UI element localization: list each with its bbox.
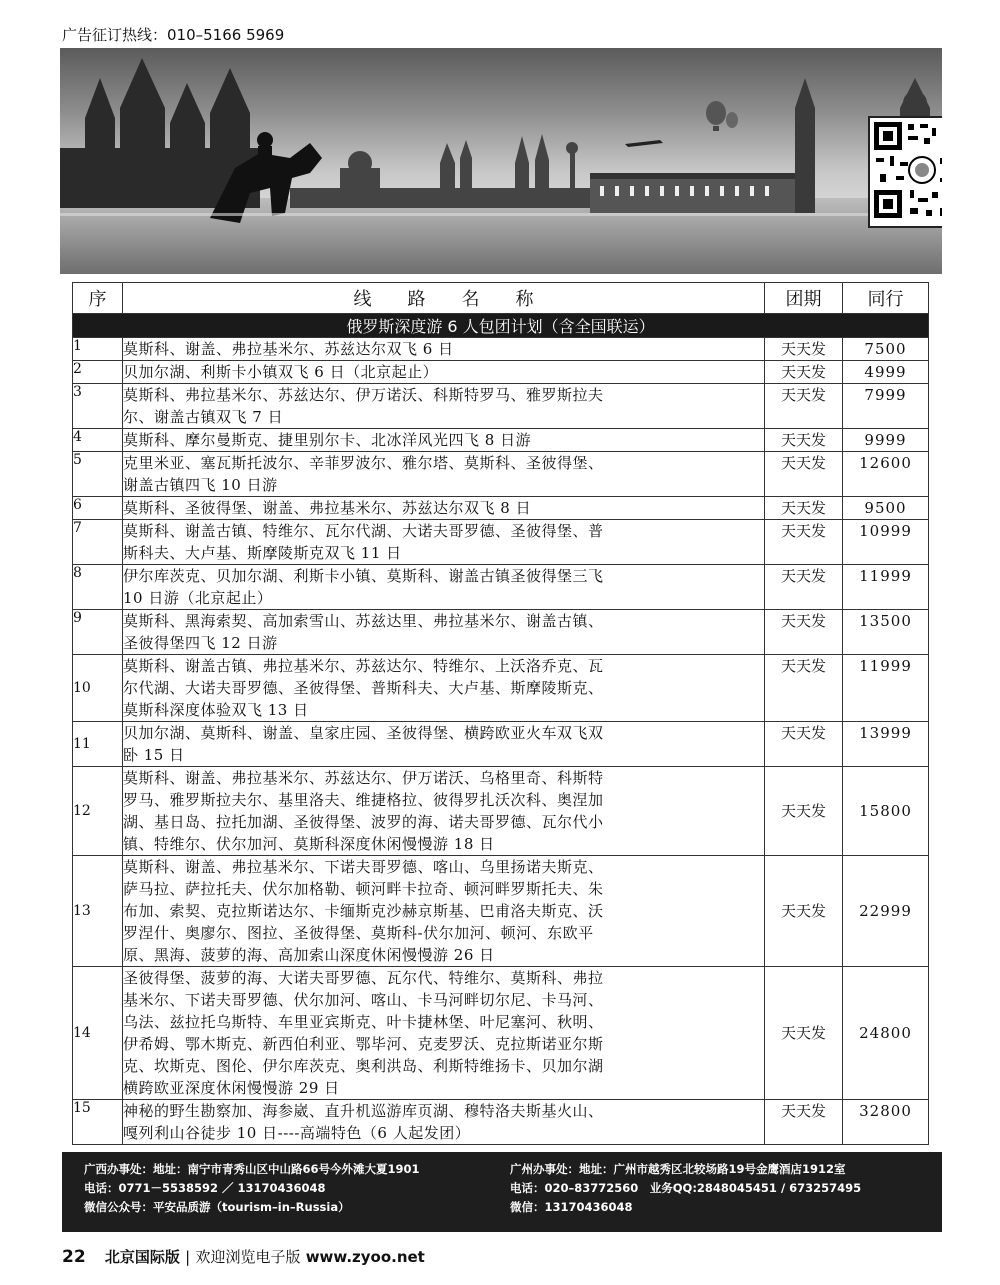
- route-name: [123, 655, 765, 722]
- site-link[interactable]: www.zyoo.net: [305, 1248, 425, 1266]
- route-name: [123, 361, 765, 384]
- row-number: 4: [73, 429, 123, 452]
- page-number: 22: [62, 1247, 86, 1267]
- route-line: 尔、谢盖古镇双飞 7 日: [123, 408, 284, 426]
- route-line: 尔代湖、大诺夫哥罗德、圣彼得堡、普斯科夫、大卢基、斯摩陵斯克、: [123, 679, 604, 697]
- row-number: 5: [73, 452, 123, 497]
- route-name: [123, 429, 765, 452]
- city-skyline-illustration: [60, 48, 942, 274]
- header-group: 团期: [765, 283, 843, 314]
- route-line: 布加、索契、克拉斯诺达尔、卡缅斯克沙赫京斯基、巴甫洛夫斯克、沃: [123, 902, 604, 920]
- section-row: [73, 314, 929, 338]
- trade-price: 7500: [843, 338, 929, 361]
- table-row: [73, 655, 929, 722]
- header-route: 线 路 名 称: [123, 283, 765, 314]
- group-schedule: 天天发: [765, 767, 843, 856]
- header-no: 序: [73, 283, 123, 314]
- group-schedule: 天天发: [765, 520, 843, 565]
- trade-price: 13999: [843, 722, 929, 767]
- route-name: [123, 722, 765, 767]
- route-name: [123, 1100, 765, 1145]
- route-line: 克、坎斯克、图伦、伊尔库茨克、奥利洪岛、利斯特维扬卡、贝加尔湖: [123, 1057, 604, 1075]
- page-footer: [62, 1246, 425, 1267]
- group-schedule: 天天发: [765, 856, 843, 967]
- route-line: 莫斯科、谢盖、弗拉基米尔、苏兹达尔双飞 6 日: [123, 340, 454, 358]
- trade-price: 9500: [843, 497, 929, 520]
- route-line: 圣彼得堡、菠萝的海、大诺夫哥罗德、瓦尔代、特维尔、莫斯科、弗拉: [123, 969, 604, 987]
- banner-image: [60, 48, 942, 274]
- guangxi-office: [84, 1160, 420, 1217]
- trade-price: 24800: [843, 967, 929, 1100]
- table-header-row: [73, 283, 929, 314]
- table-row: [73, 497, 929, 520]
- row-number: 8: [73, 565, 123, 610]
- route-line: 莫斯科、谢盖古镇、弗拉基米尔、苏兹达尔、特维尔、上沃洛乔克、瓦: [123, 657, 604, 675]
- route-line: 谢盖古镇四飞 10 日游: [123, 476, 278, 494]
- route-line: 莫斯科、谢盖、弗拉基米尔、苏兹达尔、伊万诺沃、乌格里奇、科斯特: [123, 769, 604, 787]
- route-line: 罗马、雅罗斯拉夫尔、基里洛夫、维捷格拉、彼得罗扎沃次科、奥涅加: [123, 791, 604, 809]
- table-row: [73, 565, 929, 610]
- route-line: 基米尔、下诺夫哥罗德、伏尔加河、喀山、卡马河畔切尔尼、卡马河、: [123, 991, 604, 1009]
- row-number: 14: [73, 967, 123, 1100]
- trade-price: 11999: [843, 655, 929, 722]
- route-line: 嘎列利山谷徒步 10 日----高端特色（6 人起发团）: [123, 1124, 471, 1142]
- guangzhou-phone: 电话：020–83772560 业务QQ:2848045451 / 673257495: [510, 1181, 862, 1195]
- table-row: [73, 967, 929, 1100]
- route-line: 贝加尔湖、莫斯科、谢盖、皇家庄园、圣彼得堡、横跨欧亚火车双飞双: [123, 724, 604, 742]
- route-name: [123, 338, 765, 361]
- section-title: 俄罗斯深度游 6 人包团计划（含全国联运）: [73, 314, 929, 338]
- row-number: 15: [73, 1100, 123, 1145]
- route-line: 莫斯科深度体验双飞 13 日: [123, 701, 309, 719]
- trade-price: 13500: [843, 610, 929, 655]
- welcome-text: 欢迎浏览电子版: [195, 1248, 301, 1266]
- route-line: 横跨欧亚深度休闲慢慢游 29 日: [123, 1079, 340, 1097]
- row-number: 7: [73, 520, 123, 565]
- route-line: 湖、基日岛、拉托加湖、圣彼得堡、波罗的海、诺夫哥罗德、瓦尔代小: [123, 813, 604, 831]
- trade-price: 7999: [843, 384, 929, 429]
- table-row: [73, 767, 929, 856]
- group-schedule: 天天发: [765, 565, 843, 610]
- route-line: 10 日游（北京起止）: [123, 589, 273, 607]
- guangxi-address: 广西办事处：地址：南宁市青秀山区中山路66号今外滩大夏1901: [84, 1162, 420, 1176]
- guangzhou-address: 广州办事处：地址：广州市越秀区北较场路19号金鹰酒店1912室: [510, 1162, 846, 1176]
- trade-price: 22999: [843, 856, 929, 967]
- row-number: 13: [73, 856, 123, 967]
- group-schedule: 天天发: [765, 384, 843, 429]
- trade-price: 9999: [843, 429, 929, 452]
- trade-price: 11999: [843, 565, 929, 610]
- route-line: 罗涅什、奥廖尔、图拉、圣彼得堡、莫斯科-伏尔加河、顿河、东欧平: [123, 924, 594, 942]
- route-line: 神秘的野生勘察加、海参崴、直升机巡游库页湖、穆特洛夫斯基火山、: [123, 1102, 604, 1120]
- row-number: 1: [73, 338, 123, 361]
- route-line: 卧 15 日: [123, 746, 185, 764]
- trade-price: 12600: [843, 452, 929, 497]
- route-line: 斯科夫、大卢基、斯摩陵斯克双飞 11 日: [123, 544, 402, 562]
- footer-divider: |: [185, 1248, 191, 1266]
- route-name: [123, 520, 765, 565]
- guangzhou-office: [510, 1160, 861, 1217]
- table-row: [73, 520, 929, 565]
- group-schedule: 天天发: [765, 967, 843, 1100]
- route-line: 克里米亚、塞瓦斯托波尔、辛菲罗波尔、雅尔塔、莫斯科、圣彼得堡、: [123, 454, 604, 472]
- route-line: 圣彼得堡四飞 12 日游: [123, 634, 278, 652]
- route-line: 伊希姆、鄂木斯克、新西伯利亚、鄂毕河、克麦罗沃、克拉斯诺亚尔斯: [123, 1035, 604, 1053]
- route-name: [123, 856, 765, 967]
- table-row: [73, 361, 929, 384]
- route-name: [123, 497, 765, 520]
- row-number: 9: [73, 610, 123, 655]
- table-row: [73, 1100, 929, 1145]
- route-line: 萨马拉、萨拉托夫、伏尔加格勒、顿河畔卡拉奇、顿河畔罗斯托夫、朱: [123, 880, 604, 898]
- route-line: 贝加尔湖、利斯卡小镇双飞 6 日（北京起止）: [123, 363, 439, 381]
- table-row: [73, 610, 929, 655]
- table-row: [73, 429, 929, 452]
- header-price: 同行: [843, 283, 929, 314]
- row-number: 11: [73, 722, 123, 767]
- wechat-qr-code: [868, 116, 942, 228]
- table-row: [73, 384, 929, 429]
- table-row: [73, 338, 929, 361]
- ad-hotline: 广告征订热线：010–5166 5969: [62, 26, 285, 44]
- route-name: [123, 767, 765, 856]
- group-schedule: 天天发: [765, 610, 843, 655]
- route-line: 原、黑海、菠萝的海、高加索山深度休闲慢慢游 26 日: [123, 946, 495, 964]
- row-number: 3: [73, 384, 123, 429]
- route-line: 莫斯科、谢盖古镇、特维尔、瓦尔代湖、大诺夫哥罗德、圣彼得堡、普: [123, 522, 604, 540]
- trade-price: 4999: [843, 361, 929, 384]
- table-row: [73, 856, 929, 967]
- group-schedule: 天天发: [765, 338, 843, 361]
- group-schedule: 天天发: [765, 497, 843, 520]
- route-line: 镇、特维尔、伏尔加河、莫斯科深度休闲慢慢游 18 日: [123, 835, 495, 853]
- route-name: [123, 384, 765, 429]
- route-line: 莫斯科、谢盖、弗拉基米尔、下诺夫哥罗德、喀山、乌里扬诺夫斯克、: [123, 858, 604, 876]
- route-line: 伊尔库茨克、贝加尔湖、利斯卡小镇、莫斯科、谢盖古镇圣彼得堡三飞: [123, 567, 604, 585]
- guangzhou-wechat: 微信：13170436048: [510, 1200, 633, 1214]
- row-number: 12: [73, 767, 123, 856]
- row-number: 6: [73, 497, 123, 520]
- row-number: 2: [73, 361, 123, 384]
- group-schedule: 天天发: [765, 655, 843, 722]
- routes-table: [72, 282, 929, 1145]
- route-line: 莫斯科、摩尔曼斯克、捷里别尔卡、北冰洋风光四飞 8 日游: [123, 431, 532, 449]
- group-schedule: 天天发: [765, 722, 843, 767]
- route-line: 莫斯科、弗拉基米尔、苏兹达尔、伊万诺沃、科斯特罗马、雅罗斯拉夫: [123, 386, 604, 404]
- row-number: 10: [73, 655, 123, 722]
- table-row: [73, 722, 929, 767]
- table-row: [73, 452, 929, 497]
- guangxi-phone: 电话：0771－5538592 ／ 13170436048: [84, 1181, 326, 1195]
- trade-price: 32800: [843, 1100, 929, 1145]
- route-line: 莫斯科、圣彼得堡、谢盖、弗拉基米尔、苏兹达尔双飞 8 日: [123, 499, 532, 517]
- route-name: [123, 610, 765, 655]
- group-schedule: 天天发: [765, 452, 843, 497]
- route-line: 莫斯科、黑海索契、高加索雪山、苏兹达里、弗拉基米尔、谢盖古镇、: [123, 612, 604, 630]
- edition-name: 北京国际版: [104, 1248, 180, 1266]
- route-line: 乌法、兹拉托乌斯特、车里亚宾斯克、叶卡捷林堡、叶尼塞河、秋明、: [123, 1013, 604, 1031]
- group-schedule: 天天发: [765, 361, 843, 384]
- route-name: [123, 565, 765, 610]
- footer-contact: [62, 1152, 942, 1232]
- route-name: [123, 452, 765, 497]
- route-name: [123, 967, 765, 1100]
- trade-price: 10999: [843, 520, 929, 565]
- group-schedule: 天天发: [765, 1100, 843, 1145]
- trade-price: 15800: [843, 767, 929, 856]
- guangxi-wechat: 微信公众号：平安品质游（tourism–in–Russia）: [84, 1200, 350, 1214]
- group-schedule: 天天发: [765, 429, 843, 452]
